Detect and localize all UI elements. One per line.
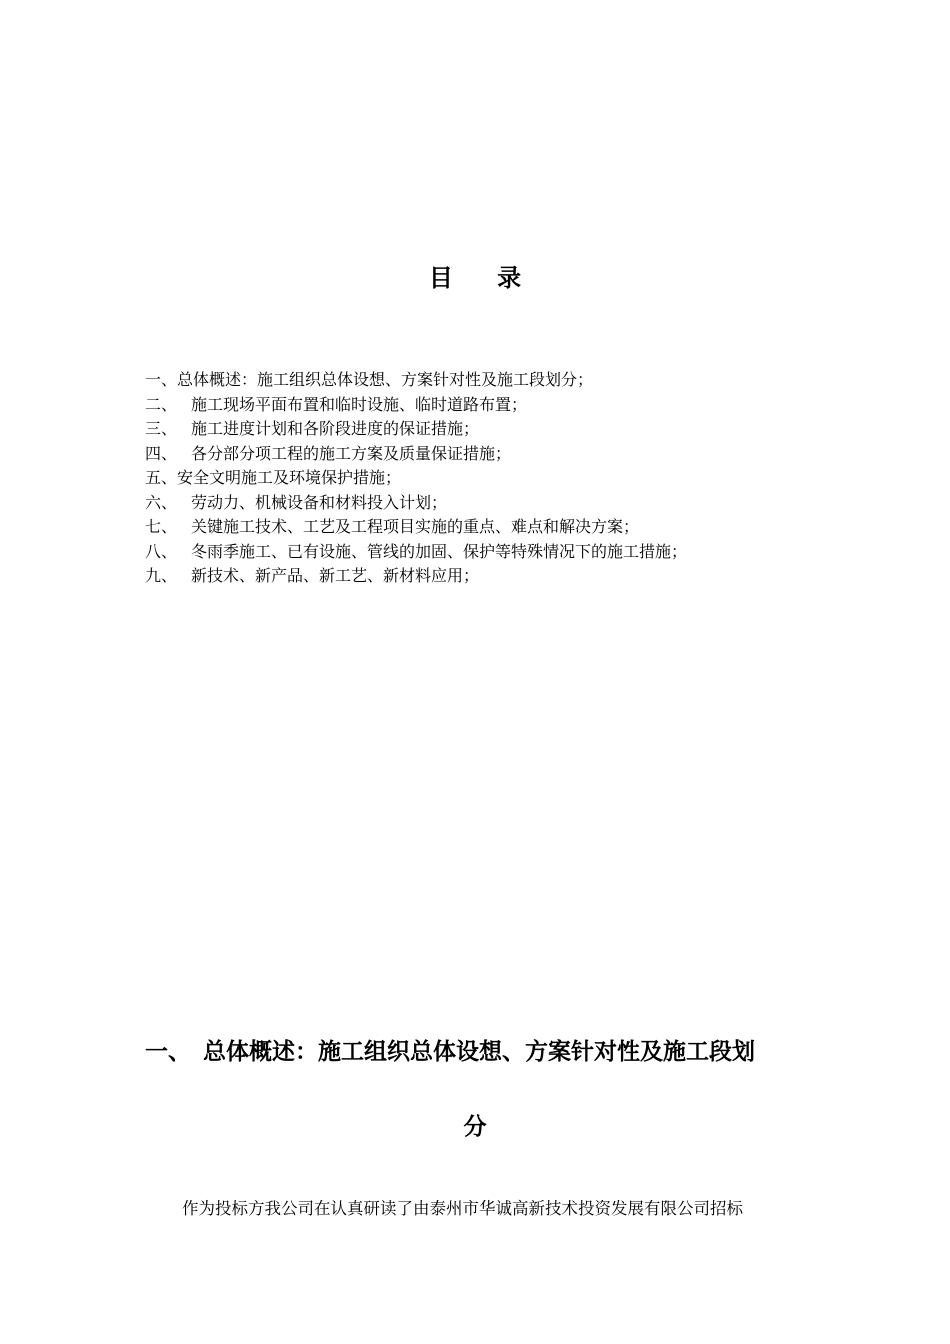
- toc-item: [145, 540, 845, 565]
- toc-item-number: 五、: [145, 468, 178, 487]
- toc-item-number: 七、: [145, 517, 178, 536]
- toc-item-text: 新技术、新产品、新工艺、新材料应用；: [191, 566, 480, 585]
- toc-item: [145, 564, 845, 589]
- toc-item: [145, 417, 845, 442]
- toc-item: [145, 368, 845, 393]
- toc-item-number: 三、: [145, 419, 178, 438]
- toc-item-number: 一、: [145, 370, 178, 389]
- toc-item-text: 安全文明施工及环境保护措施；: [177, 468, 402, 487]
- section-heading-text: 总体概述：施工组织总体设想、方案针对性及施工段划: [203, 1038, 755, 1065]
- body-paragraph: 作为投标方我公司在认真研读了由泰州市华诚高新技术投资发展有限公司招标: [182, 1199, 743, 1218]
- toc-item: [145, 466, 845, 491]
- toc-item-text: 施工现场平面布置和临时设施、临时道路布置；: [191, 394, 528, 414]
- toc-item-text: 劳动力、机械设备和材料投入计划；: [191, 492, 448, 512]
- toc-item-text: 各分部分项工程的施工方案及质量保证措施；: [191, 443, 512, 463]
- toc-item-text: 总体概述：施工组织总体设想、方案针对性及施工段划分；: [177, 370, 594, 389]
- toc-item-text: 冬雨季施工、已有设施、管线的加固、保护等特殊情况下的施工措施；: [191, 541, 688, 561]
- toc-item-text: 施工进度计划和各阶段进度的保证措施；: [191, 419, 480, 438]
- toc-title: 目 录: [428, 263, 540, 292]
- toc-item-text: 关键施工技术、工艺及工程项目实施的重点、难点和解决方案；: [191, 517, 640, 536]
- section-heading-number: 一、: [145, 1038, 191, 1065]
- section-heading: [145, 1033, 845, 1066]
- toc-item-number: 四、: [145, 443, 178, 463]
- section-heading-continuation: 分: [463, 1113, 487, 1140]
- toc-item: [145, 442, 845, 467]
- toc-item-number: 九、: [145, 566, 178, 585]
- toc-item: [145, 491, 845, 516]
- toc-item-number: 二、: [145, 394, 178, 414]
- toc-item: [145, 393, 845, 418]
- toc-item-number: 八、: [145, 541, 178, 561]
- toc-item: [145, 515, 845, 540]
- toc-item-number: 六、: [145, 492, 178, 512]
- toc-list: [145, 368, 845, 589]
